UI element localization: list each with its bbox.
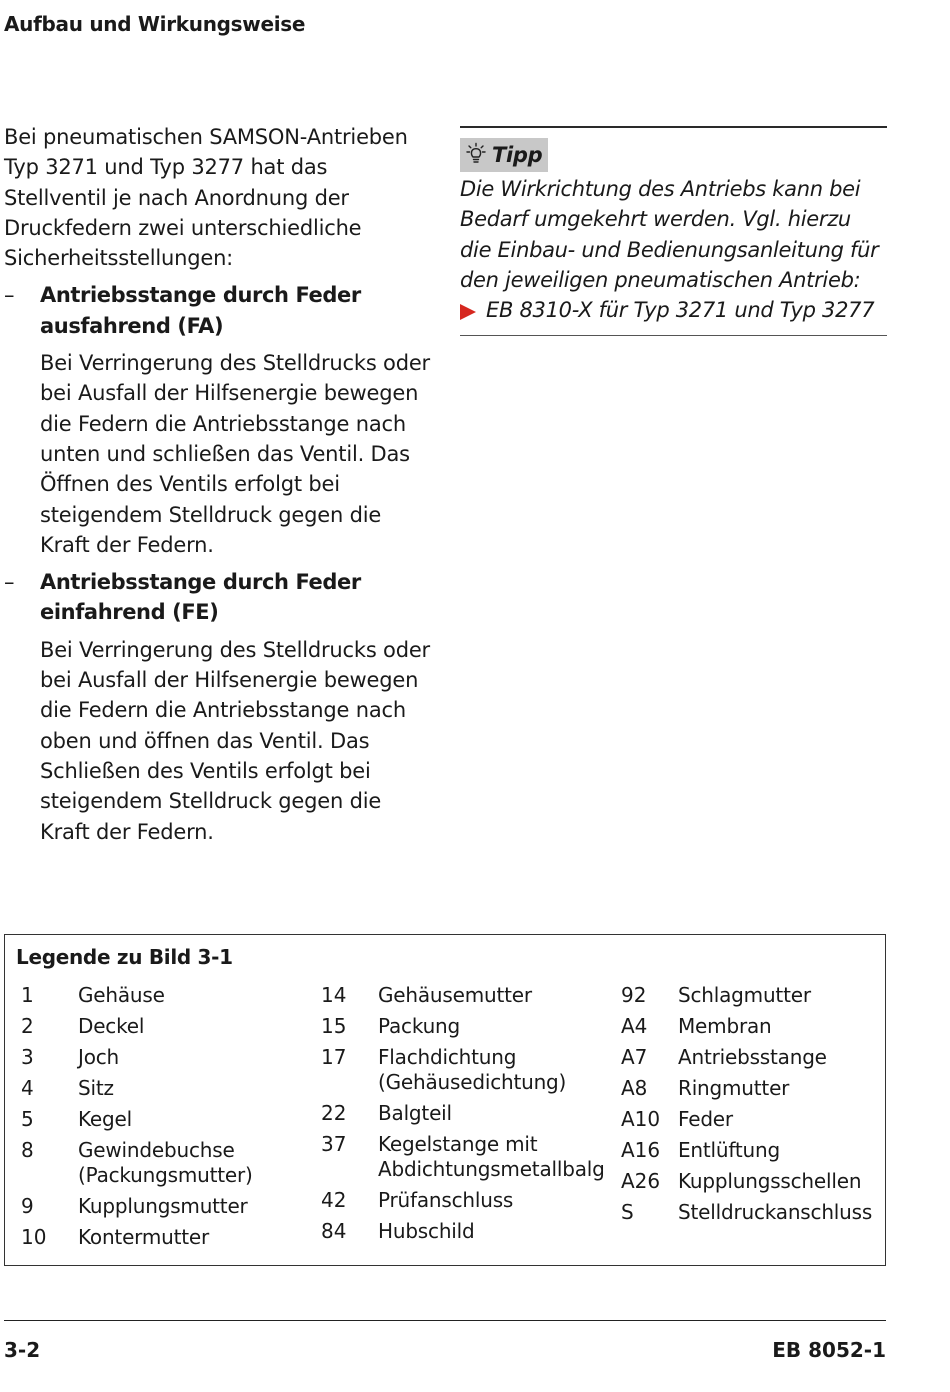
legend-label: Antriebsstange bbox=[678, 1045, 827, 1069]
legend-row bbox=[621, 1014, 881, 1039]
legend-row bbox=[621, 983, 881, 1008]
legend-label: Sitz bbox=[78, 1076, 114, 1100]
legend-row bbox=[321, 1188, 601, 1213]
legend-number: A8 bbox=[621, 1076, 648, 1100]
legend-label: Gewindebuchse (Packungsmutter) bbox=[78, 1138, 253, 1187]
intro-paragraph: Bei pneumatischen SAMSON-Antrieben Typ 3271 und Typ 3277 hat das Stellventil je nach Anordnung der Druckfedern zwei unterschiedliche Sicherheitsstellungen: bbox=[4, 125, 408, 271]
legend-label: Gehäuse bbox=[78, 983, 165, 1007]
legend-row bbox=[21, 1194, 301, 1219]
legend-number: 8 bbox=[21, 1138, 34, 1162]
list-item-body: Bei Verringerung des Stelldrucks oder bei Ausfall der Hilfsenergie bewegen die Federn die Antriebsstange nach oben und öffnen das Ventil. Das Schließen des Ventils erfolgt bei steigendem Stelldruck gegen die Kraft der Federn. bbox=[40, 637, 430, 844]
legend-row bbox=[321, 1014, 601, 1039]
legend-label: Gehäusemutter bbox=[378, 983, 532, 1007]
legend-label: Prüfanschluss bbox=[378, 1188, 514, 1212]
legend-number: 5 bbox=[21, 1107, 34, 1131]
legend-number: 10 bbox=[21, 1225, 47, 1249]
main-text-column bbox=[4, 122, 436, 847]
legend-row bbox=[21, 1107, 301, 1132]
list-item-body: Bei Verringerung des Stelldrucks oder bei Ausfall der Hilfsenergie bewegen die Federn die Antriebsstange nach unten und schließen das Ventil. Das Öffnen des Ventils erfolgt bei steigendem Stelldruck gegen die Kraft der Federn. bbox=[40, 351, 430, 557]
legend-label: Kupplungsschellen bbox=[678, 1169, 862, 1193]
legend-number: S bbox=[621, 1200, 634, 1224]
legend-number: A16 bbox=[621, 1138, 661, 1162]
figure-legend bbox=[4, 934, 886, 1266]
legend-number: 9 bbox=[21, 1194, 34, 1218]
legend-row bbox=[321, 983, 601, 1008]
legend-label: Kegelstange mit Abdichtungsmetallbalg bbox=[378, 1132, 605, 1181]
list-dash: – bbox=[4, 283, 15, 308]
legend-number: 4 bbox=[21, 1076, 34, 1100]
legend-number: 84 bbox=[321, 1219, 347, 1243]
legend-label: Kupplungsmutter bbox=[78, 1194, 248, 1218]
legend-row bbox=[621, 1076, 881, 1101]
legend-row bbox=[621, 1045, 881, 1070]
legend-column-2 bbox=[321, 983, 605, 1250]
legend-number: 1 bbox=[21, 983, 34, 1007]
tip-reference[interactable] bbox=[460, 295, 887, 325]
lightbulb-icon bbox=[464, 142, 488, 166]
legend-row bbox=[21, 1076, 301, 1101]
legend-number: A7 bbox=[621, 1045, 648, 1069]
legend-row bbox=[621, 1107, 881, 1132]
legend-label: Flachdichtung (Gehäusedichtung) bbox=[378, 1045, 567, 1094]
legend-number: 17 bbox=[321, 1045, 347, 1069]
legend-row bbox=[621, 1169, 881, 1194]
legend-row bbox=[21, 1225, 301, 1250]
legend-title: Legende zu Bild 3-1 bbox=[16, 945, 233, 969]
legend-label: Hubschild bbox=[378, 1219, 475, 1243]
page-header: Aufbau und Wirkungsweise bbox=[4, 12, 306, 36]
legend-label: Kontermutter bbox=[78, 1225, 210, 1249]
legend-label: Joch bbox=[78, 1045, 120, 1069]
legend-row bbox=[621, 1200, 881, 1225]
legend-label: Kegel bbox=[78, 1107, 132, 1131]
legend-number: A4 bbox=[621, 1014, 648, 1038]
legend-number: A10 bbox=[621, 1107, 661, 1131]
legend-row bbox=[321, 1132, 605, 1182]
legend-row bbox=[321, 1101, 601, 1126]
legend-row bbox=[21, 1138, 301, 1188]
legend-number: A26 bbox=[621, 1169, 661, 1193]
legend-label: Packung bbox=[378, 1014, 461, 1038]
document-id: EB 8052-1 bbox=[772, 1338, 886, 1362]
arrow-right-icon bbox=[460, 304, 476, 320]
legend-label: Entlüftung bbox=[678, 1138, 780, 1162]
list-item bbox=[4, 280, 436, 560]
legend-label: Schlagmutter bbox=[678, 983, 811, 1007]
legend-number: 3 bbox=[21, 1045, 34, 1069]
legend-label: Ringmutter bbox=[678, 1076, 790, 1100]
legend-row bbox=[21, 983, 301, 1008]
legend-row bbox=[321, 1219, 601, 1244]
legend-column-3 bbox=[621, 983, 881, 1231]
tip-label bbox=[460, 138, 548, 172]
list-item-title: Antriebsstange durch Feder einfahrend (FE) bbox=[40, 570, 361, 625]
footer-divider bbox=[4, 1320, 886, 1321]
tip-reference-text: EB 8310-X für Typ 3271 und Typ 3277 bbox=[486, 298, 875, 323]
legend-number: 42 bbox=[321, 1188, 347, 1212]
legend-number: 14 bbox=[321, 983, 347, 1007]
legend-label: Stelldruckanschluss bbox=[678, 1200, 873, 1224]
legend-label: Membran bbox=[678, 1014, 772, 1038]
legend-number: 37 bbox=[321, 1132, 347, 1156]
legend-row bbox=[621, 1138, 881, 1163]
legend-number: 92 bbox=[621, 983, 647, 1007]
tip-text: Die Wirkrichtung des Antriebs kann bei Bedarf umgekehrt werden. Vgl. hierzu die Einbau- und Bedienungsanleitung für den jeweiligen pneumatischen Antrieb: bbox=[460, 177, 879, 292]
legend-number: 22 bbox=[321, 1101, 347, 1125]
legend-column-1 bbox=[21, 983, 301, 1256]
legend-label: Feder bbox=[678, 1107, 733, 1131]
page-number: 3-2 bbox=[4, 1338, 41, 1362]
legend-label: Balgteil bbox=[378, 1101, 452, 1125]
legend-number: 2 bbox=[21, 1014, 34, 1038]
legend-row bbox=[21, 1045, 301, 1070]
legend-row bbox=[21, 1014, 301, 1039]
legend-row bbox=[321, 1045, 601, 1095]
list-dash: – bbox=[4, 570, 15, 595]
list-item bbox=[4, 567, 436, 847]
tip-label-text: Tipp bbox=[492, 143, 543, 167]
legend-label: Deckel bbox=[78, 1014, 145, 1038]
legend-number: 15 bbox=[321, 1014, 347, 1038]
list-item-title: Antriebsstange durch Feder ausfahrend (FA) bbox=[40, 283, 361, 338]
tip-box bbox=[460, 126, 887, 336]
